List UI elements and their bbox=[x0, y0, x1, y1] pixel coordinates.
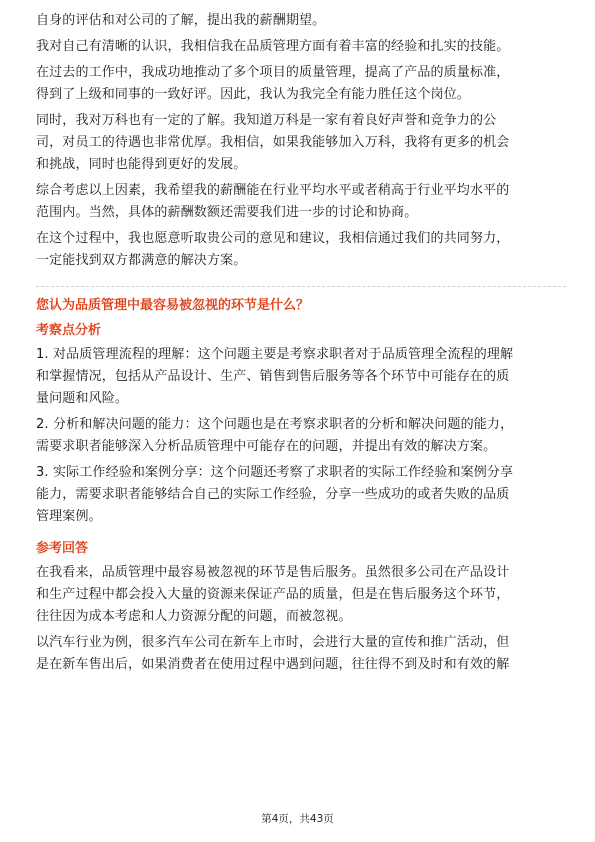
answer-paragraph bbox=[36, 632, 566, 676]
page-number: 第4页，共43页 bbox=[261, 813, 334, 825]
text-line: 管理案例。 bbox=[36, 509, 102, 524]
text-line: 一定能找到双方都满意的解决方案。 bbox=[36, 253, 247, 268]
answer-heading: 参考回答 bbox=[36, 541, 89, 556]
text-line: 综合考虑以上因素，我希望我的薪酬能在行业平均水平或者稍高于行业平均水平的 bbox=[36, 183, 510, 198]
intro-paragraph bbox=[36, 36, 566, 58]
intro-paragraph bbox=[36, 228, 566, 272]
text-line: 和挑战，同时也能得到更好的发展。 bbox=[36, 157, 247, 172]
text-line: 在我看来，品质管理中最容易被忽视的环节是售后服务。虽然很多公司在产品设计 bbox=[36, 565, 510, 580]
answer-paragraph bbox=[36, 562, 566, 628]
text-line: 往往因为成本考虑和人力资源分配的问题，而被忽视。 bbox=[36, 609, 352, 624]
analysis-item bbox=[36, 414, 566, 458]
text-line: 和掌握情况，包括从产品设计、生产、销售到售后服务等各个环节中可能存在的质 bbox=[36, 369, 510, 384]
text-line: 同时，我对万科也有一定的了解。我知道万科是一家有着良好声誉和竞争力的公 bbox=[36, 113, 497, 128]
text-line: 量问题和风险。 bbox=[36, 391, 129, 406]
text-line: 范围内。当然，具体的薪酬数额还需要我们进一步的讨论和协商。 bbox=[36, 205, 418, 220]
intro-paragraph bbox=[36, 180, 566, 224]
analysis-list bbox=[36, 344, 566, 528]
answer-section bbox=[36, 562, 566, 676]
question-heading: 您认为品质管理中最容易被忽视的环节是什么？ bbox=[36, 298, 310, 313]
page-content bbox=[36, 10, 566, 680]
analysis-heading: 考察点分析 bbox=[36, 323, 102, 338]
text-line: 在这个过程中，我也愿意听取贵公司的意见和建议，我相信通过我们的共同努力， bbox=[36, 231, 510, 246]
text-line: 3. 实际工作经验和案例分享：这个问题还考察了求职者的实际工作经验和案例分享 bbox=[36, 465, 514, 480]
text-line: 自身的评估和对公司的了解，提出我的薪酬期望。 bbox=[36, 13, 326, 28]
text-line: 以汽车行业为例，很多汽车公司在新车上市时，会进行大量的宣传和推广活动，但 bbox=[36, 635, 510, 650]
intro-paragraph bbox=[36, 10, 566, 32]
text-line: 司，对员工的待遇也非常优厚。我相信，如果我能够加入万科，我将有更多的机会 bbox=[36, 135, 510, 150]
intro-section bbox=[36, 10, 566, 272]
text-line: 我对自己有清晰的认识，我相信我在品质管理方面有着丰富的经验和扎实的技能。 bbox=[36, 39, 510, 54]
intro-paragraph bbox=[36, 62, 566, 106]
text-line: 得到了上级和同事的一致好评。因此，我认为我完全有能力胜任这个岗位。 bbox=[36, 87, 470, 102]
text-line: 需要求职者能够深入分析品质管理中可能存在的问题，并提出有效的解决方案。 bbox=[36, 439, 497, 454]
text-line: 和生产过程中都会投入大量的资源来保证产品的质量，但是在售后服务这个环节， bbox=[36, 587, 510, 602]
analysis-item bbox=[36, 344, 566, 410]
text-line: 在过去的工作中，我成功地推动了多个项目的质量管理，提高了产品的质量标准， bbox=[36, 65, 510, 80]
analysis-item bbox=[36, 462, 566, 528]
text-line: 1. 对品质管理流程的理解：这个问题主要是考察求职者对于品质管理全流程的理解 bbox=[36, 347, 514, 362]
intro-paragraph bbox=[36, 110, 566, 176]
section-divider bbox=[36, 286, 566, 287]
text-line: 2. 分析和解决问题的能力：这个问题也是在考察求职者的分析和解决问题的能力， bbox=[36, 417, 514, 432]
text-line: 能力，需要求职者能够结合自己的实际工作经验，分享一些成功的或者失败的品质 bbox=[36, 487, 510, 502]
text-line: 是在新车售出后，如果消费者在使用过程中遇到问题，往往得不到及时和有效的解 bbox=[36, 657, 510, 672]
